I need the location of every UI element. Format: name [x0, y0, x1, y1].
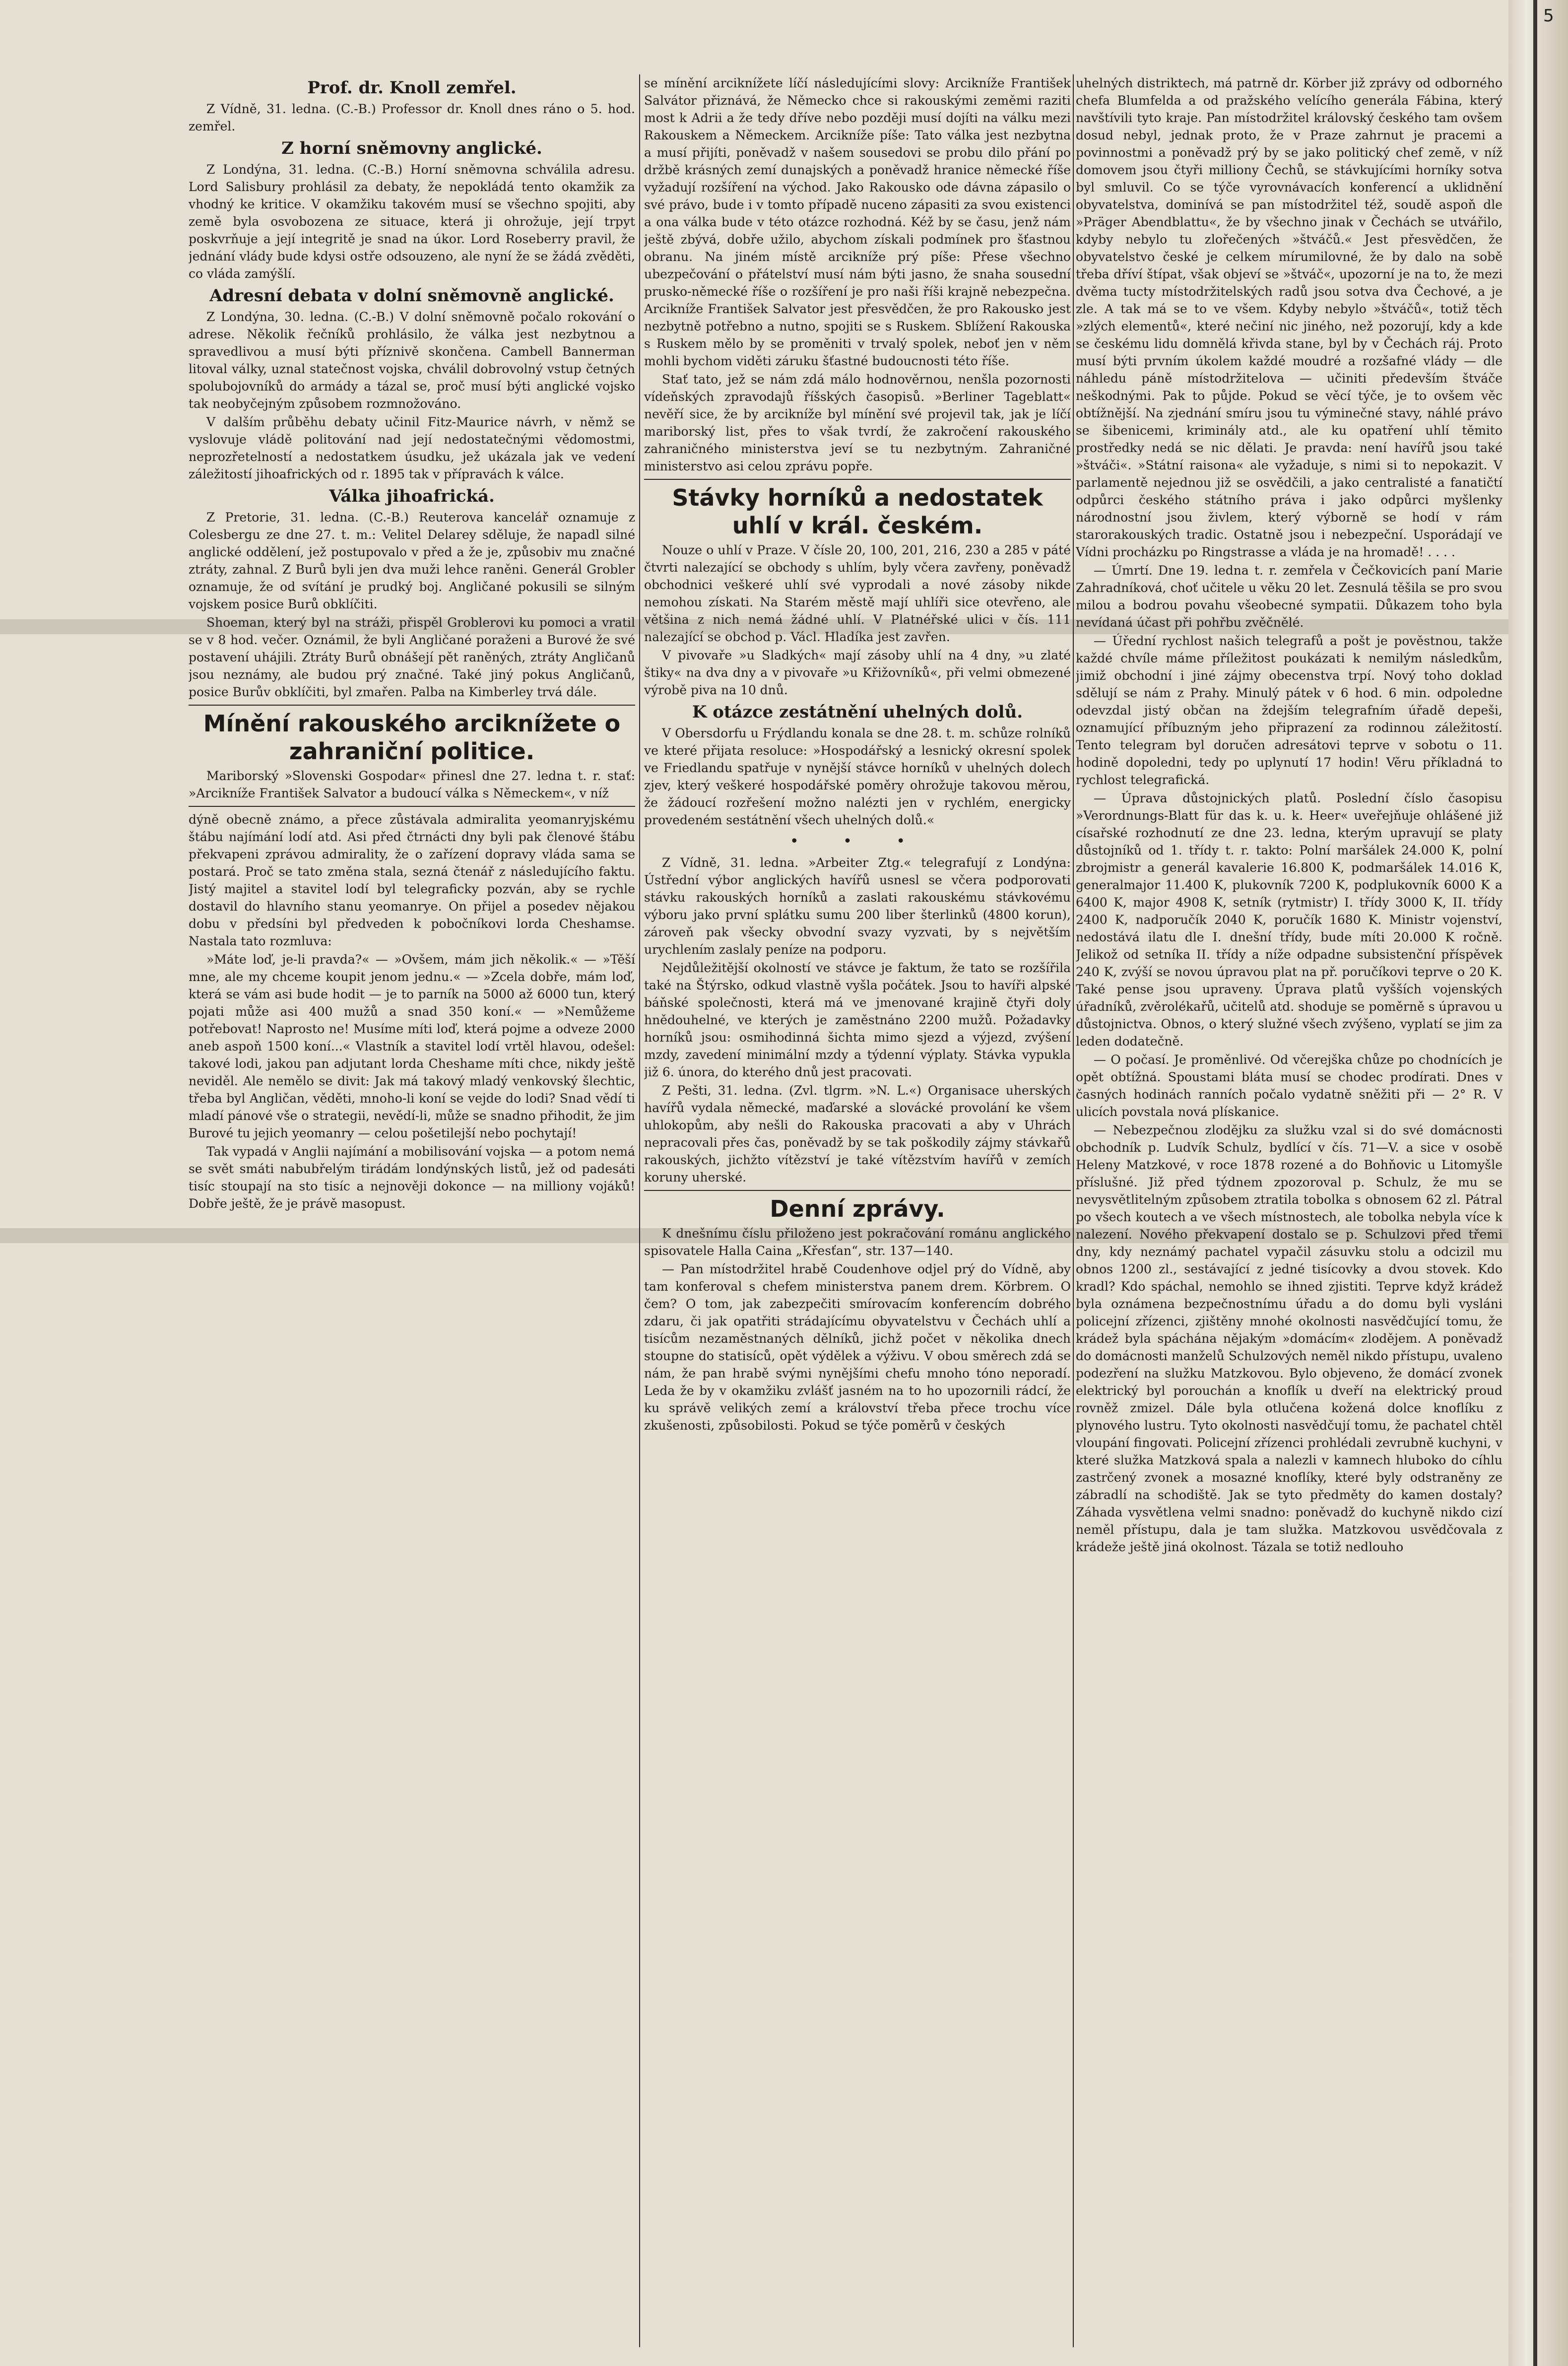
divider	[644, 479, 1071, 480]
page-edge	[1508, 0, 1568, 2366]
article-paragraph: — Úprava důstojnických platů. Poslední číslo časopisu »Verordnungs-Blatt für das k. u. k. Heer« uveřejňuje ohlášené již císařské rozhodnutí ze dne 23. ledna, kterým upravují se platy důstojníků od 1. třídy t. r. takto: Polní maršálek 24.000 K, polní zbrojmistr a generál kavalerie 16.800 K, podmaršálek 14.016 K, generalmajor 11.400 K, plukovník 7200 K, podplukovník 6000 K a 6400 K, major 4908 K, setník (rytmistr) I. třídy 3000 K, II. třídy 2400 K, nadporučík 2040 K, poručík 1680 K. Ministr vojenství, nedostává ilatu dle I. dnešní třídy, bude míti 20.000 K ročně. Jelikož od setníka II. třídy a níže odpadne subsistenční příspěvek 240 K, zvýší se novou úpravou plat na př. poručíkovi teprve o 20 K. Také pense jsou upraveny. Úprava platů vyšších vojenských úřadníků, zvěrolékařů, učitelů atd. shoduje se poměrně s úpravou u důstojnictva. Obnos, o který služné všech zvýšeno, vyplatí se jim za leden dodatečně.	[1076, 791, 1503, 1049]
article-paragraph: Nejdůležitější okolností ve stávce je faktum, že tato se rozšířila také na Štýrsko, odkud vlastně vyšla počátek. Jsou to havíři alpské báňské společnosti, která má ve jmenované krajině čtyři doly hnědouhelné, ve kterých je zaměstnáno 2200 mužů. Požadavky horníků jsou: osmihodinná šichta mimo sjezd a výjezd, zvýšení mzdy, zavedení minimální mzdy a týdenní výplaty. Stávka vypukla již 6. února, do kterého dnů jest pracovati.	[644, 961, 1071, 1079]
article-paragraph: Nouze o uhlí v Praze. V čísle 20, 100, 201, 216, 230 a 285 v páté čtvrti nalezající se obchody s uhlím, byly včera zavřeny, poněvadž obchodnici veškeré uhlí své vyprodali a nové zásoby nikde nemohou získati. Na Starém městě mají uhlíři sice otevřeno, ale většina z nich nemá žádné uhlí. V Platnéřské ulici v čís. 111 nalezající se obchod p. Václ. Hladíka jest zavřen.	[644, 543, 1071, 644]
article-title: Z horní sněmovny anglické.	[281, 138, 542, 158]
article-paragraph: Mariborský »Slovenski Gospodar« přinesl dne 27. ledna t. r. stať: »Arcikníže František Salvator a budoucí válka s Německem«, v níž	[189, 769, 635, 800]
article-paragraph: Shoeman, který byl na stráži, přispěl Groblerovi ku pomoci a vratil se v 8 hod. večer. Oznámil, že byli Angličané poraženi a Burové že své postavení uhájili. Ztráty Burů obnášejí pět raněných, ztráty Angličanů jsou neznámy, ale budou prý značné. Také jiný pokus Angličanů, posice Burův obklíčiti, byl zmařen. Palba na Kimberley trvá dále.	[189, 615, 635, 699]
divider	[644, 1190, 1071, 1191]
article-title: Válka jihoafrická.	[329, 486, 495, 506]
article-paragraph: — Úřední rychlost našich telegrafů a pošt je pověstnou, takže každé chvíle máme příležitost poukázati k nemilým následkům, jimiž obchodní i jiné zájmy obecenstva trpí. Nový toho doklad sdělují se nám z Prahy. Minulý pátek v 6 hod. 6 min. odpoledne odevzdal jistý občan na ždejším telegrafním úřadě depeši, oznamující příbuzným jeho připrazení za rodinnou záležitostí. Tento telegram byl doručen adresátovi teprve v sobotu o 11. hodině dopoledni, tedy po uplynutí 17 hodin! Věru příkladná to rychlost telegrafická.	[1076, 634, 1503, 787]
article-paragraph: uhelných distriktech, má patrně dr. Körber již zprávy od odborného chefa Blumfelda a od pražského velícího generála Fábina, který navštívili tyto kraje. Pan místodržitel královský českého tam ovšem dosud nebyl, jednak proto, že v Praze zahrnut je pracemi a povinnostmi a poněvadž prý by se jako politický chef země, v níž domovem jsou čtyři milliony Čechů, se stávkujícími horníky sotva byl smluvil. Co se týče vyrovnávacích konferencí a uklidnění obyvatelstva, dominívá se pan místodržitel též, soudě aspoň dle »Präger Abendblattu«, že by všechno jinak v Čechách se utvářilo, kdyby nebylo tu zlořečených »štváčů.« Jest přesvědčen, že obyvatelstvo české je celkem mírumilovné, že by dalo na sobě třeba dříví štípat, však objeví se »štváč«, upozorní je na to, že mezi dvěma tucty místodržitelských radů jsou sotva dva Čechové, a je zle. A tak má se to ve všem. Kdyby nebylo »štváčů«, totiž těch »zlých elementů«, které nečiní nic jiného, než pozorují, kdy a kde se českému lidu domnělá křivda stane, byl by v Čechách ráj. Proto musí býti prvním úkolem každé moudré a rozšafné vlády — dle náhledu páně místodržitelova — učiniti především štváče neškodnými. Pak to půjde. Pokud se věcí týče, je to ovšem věc obtížnější. Na zjednání smíru jsou tu výminečné stavy, náhlé právo se šibenicemi, kriminály atd., ale ku opatření uhlí těmito prostředky nedá se nic dělati. Je pravda: není havířů jsou také »štváči«. »Státní raisona« ale vyžaduje, s nimi si to nepokazit. V parlamentě nejednou již se osvědčili, a jako centralisté a fanatičtí odpůrci českého státního práva i jako odpůrci myšlenky národnostní jsou živlem, který výborně se hodí v rám starorakouských tradic. Ostatně jsou i nebezpeční. Usporádají ve Vídni procházku po Ringstrasse a vláda je na hromadě! . . . .	[1076, 76, 1503, 559]
article-title: Adresní debata v dolní sněmovně anglické.	[209, 286, 614, 306]
article-paragraph: — Nebezpečnou zlodějku za služku vzal si do své domácnosti obchodník p. Ludvík Schulz, bydlící v čís. 71—V. a sice v osobě Heleny Matzkové, v roce 1878 rozené a do Bohňovic u Litomyšle příslušné. Již před týdnem zpozoroval p. Schulz, že mu se nevysvětlitelným způsobem ztratila tobolka s obnosem 62 zl. Pátral po všech koutech a ve všech místnostech, ale tobolka nebyla více k nalezení. Nového překvapení dostalo se p. Schulzovi před třemi dny, kdy neznámý pachatel vypačil zásuvku stolu a odcizil mu obnos 1200 zl., sestávající z jedné tisícovky a dvou stovek. Kdo kradl? Kdo spáchal, nemohlo se ihned zjistiti. Teprve když krádež byla oznámena bezpečnostnímu úřadu a do domu byli vysláni policejní zřízenci, zjištěny mnohé okolnosti nasvědčující tomu, že krádež byla spáchána nějakým »domácím« zlodějem. A poněvadž do domácnosti manželů Schulzových neměl nikdo přístupu, uvaleno podezření na služku Matzkovou. Bylo objeveno, že domácí zvonek elektrický byl porouchán a knoflík u dveří na elektrický proud rovněž zmizel. Dále byla otlučena kožená dolce knoflíku z plynového lustru. Tyto okolnosti nasvědčují tomu, že pachatel chtěl vloupání fingovati. Policejní zřízenci prohlédali zevrubně kuchyni, v které služka Matzková spala a nalezli v kamnech hluboko do cíhlu zastrčený zvonek a mosazné knoflíky, které byly odstraněny ze zábradlí na schodiště. Jak se tyto předměty do kamen dostaly? Záhada vysvětlena velmi snadno: poněvadž do kuchyně nikdo cizí neměl přístupu, dala je tam služka. Matzkovou usvědčovala z krádeže ještě jiná okolnost. Tázala se totiž nedlouho	[1076, 1123, 1503, 1554]
divider	[189, 705, 635, 706]
article-title: Stávky horníků a nedostatek uhlí v král. českém.	[672, 484, 1043, 539]
article-paragraph: V dalším průběhu debaty učinil Fitz-Maurice návrh, v němž se vyslovuje vládě politování nad její nedostatečnými vědomostmi, neprozřetelností a nedostatkem úsudku, jež ukázala jak ve vedení záležitostí jihoafrických od r. 1895 tak v přípravách k válce.	[189, 415, 635, 481]
column-rule	[1073, 74, 1074, 2347]
article-paragraph: K dnešnímu číslu přiloženo jest pokračování románu anglického spisovatele Halla Caina „Křesťan“, str. 137—140.	[644, 1226, 1071, 1258]
binding-strip	[1533, 0, 1537, 2366]
article-paragraph: Z Vídně, 31. ledna. (C.-B.) Professor dr. Knoll dnes ráno o 5. hod. zemřel.	[189, 102, 635, 133]
article-paragraph: — Úmrtí. Dne 19. ledna t. r. zemřela v Čečkovicích paní Marie Zahradníková, choť učitele u věku 20 let. Zesnulá těšila se pro svou milou a bodrou povahu všeobecné sympatii. Důkazem toho byla nevídaná účast při pohřbu zvěčnělé.	[1076, 563, 1503, 630]
article-paragraph: dýně obecně známo, a přece zůstávala admiralita yeomanryjskému štábu najímání lodí atd. Asi před čtrnácti dny byli pak členové štábu překvapeni zprávou admirality, že o zařízení dopravy vláda sama se postará. Proč se tato změna stala, sezná čtenář z následujícího faktu. Jistý majitel a stavitel lodí byl telegraficky pozván, aby se rychle dostavil do hlavního stanu yeomanrye. On přijel a posedev nějakou dobu v předsíni byl předveden k pobočníkovi lorda Cheshamse. Nastala tato rozmluva:	[189, 812, 635, 948]
article-title: Mínění rakouského arciknížete o zahraniční politice.	[203, 710, 621, 765]
article-paragraph: Z Pešti, 31. ledna. (Zvl. tlgrm. »N. L.«) Organisace uherských havířů vydala německé, maďarské a slovácké provolání ke všem uhlokopům, aby nešli do Rakouska pracovati a aby v Uhrách nepracovali přes čas, poněvadž by se tak poškodily zájmy stávkařů rakouských, jichžto vítězství je také vítězstvím havířů v zemích koruny uherské.	[644, 1083, 1071, 1184]
article-subtitle: K otázce zestátnění uhelných dolů.	[692, 702, 1023, 722]
article-paragraph: »Máte loď, je-li pravda?« — »Ovšem, mám jich několik.« — »Těší mne, ale my chceme koupit jenom jednu.« — »Zcela dobře, mám loď, která se vám asi bude hodit — je to parník na 5000 až 6000 tun, který pojati může asi 400 mužů a snad 350 koní.« — »Nemůžeme potřebovat! Naprosto ne! Musíme míti loď, která pojme a odveze 2000 aneb aspoň 1500 koní...« Vlastník a stavitel lodí vrtěl hlavou, odešel: takové lodi, jakou pan adjutant lorda Cheshame míti chce, nikdy ještě neviděl. Ale nemělo se divit: Jak má takový mladý venkovský šlechtic, třeba byl Angličan, věděti, mnoho-li koní se vejde do lodi? Snad vědí ti mladí pánové vše o strategii, nevědí-li, může se snadno přihodit, že jim Burové tu jejich yeomanry — celou pošetilejší nebo pochytají!	[189, 952, 635, 1140]
article-paragraph: Z Pretorie, 31. ledna. (C.-B.) Reuterova kancelář oznamuje z Colesbergu ze dne 27. t. m.: Velitel Delarey sděluje, že napadl silné anglické oddělení, jež postupovalo v před a že je, způsobiv mu značné ztráty, zahnal. Z Burů byli jen dva muži lehce raněni. Generál Grobler oznamuje, že od svítání je prudký boj. Angličané pokusili se silným vojskem posice Burů obklíčiti.	[189, 510, 635, 611]
column-rule	[639, 74, 640, 2347]
divider	[189, 806, 635, 807]
article-paragraph: — O počasí. Je proměnlivé. Od včerejška chůze po chodnících je opět obtížná. Spoustami bláta musí se chodec prodírati. Dnes v časných hodinách ranních počalo vydatně sněžiti při — 2° R. V ulicích povstala nová plískanice.	[1076, 1052, 1503, 1119]
article-paragraph: Tak vypadá v Anglii najímání a mobilisování vojska — a potom nemá se svět smáti nabubřelým tirádám londýnských listů, jež od padesáti tisíc stoupají na sto tisíc a nejnověji dokonce — na milliony vojáků! Dobře ještě, že je právě masopust.	[189, 1144, 635, 1211]
article-paragraph: Stať tato, jež se nám zdá málo hodnověrnou, nenšla pozornosti vídeňských zpravodajů říšských časopisů. »Berliner Tageblatt« nevěří sice, že by arcikníže byl mínění své projevil tak, jak je líčí mariborský list, přes to však tvrdí, že zakročení rakouského zahraničného ministerstva jeví se tu nezbytným. Zahraničné ministerstvo asi celou zprávu popře.	[644, 372, 1071, 473]
article-paragraph: V Obersdorfu u Frýdlandu konala se dne 28. t. m. schůze rolníků ve které přijata resoluce: »Hospodářský a lesnický okresní spolek ve Friedlandu spatřuje v nynější stávce horníků v uhelných dolech zjev, který veškeré hospodářské poměry ohrožuje takovou měrou, že žádoucí rozřešení možno nalézti jen v rychlém, energicky provedeném sestátnění všech uhelných dolů.«	[644, 726, 1071, 827]
article-paragraph: V pivovaře »u Sladkých« mají zásoby uhlí na 4 dny, »u zlaté štiky« na dva dny a v pivovaře »u Křižovníků«, při velmi obmezené výrobě piva na 10 dnů.	[644, 648, 1071, 697]
column-3	[1076, 74, 1503, 2347]
article-title: Prof. dr. Knoll zemřel.	[307, 78, 517, 98]
article-paragraph: Z Londýna, 31. ledna. (C.-B.) Horní sněmovna schválila adresu. Lord Salisbury prohlásil za debaty, že nepokládá tento okamžik za vhodný ke kritice. V okamžiku takovém musí se všechno spojiti, aby země byla osvobozena ze situace, která ji ohrožuje, její trpyt poskvrňuje a její integritě je snad na úkor. Lord Roseberry pravil, že jednání vlády bude kdysi ostře odsouzeno, ale nyní že se žádá zvěděti, co vláda zamýšlí.	[189, 162, 635, 281]
column-1	[189, 74, 635, 2347]
article-paragraph: Z Vídně, 31. ledna. »Arbeiter Ztg.« telegrafují z Londýna: Ústřední výbor anglických havířů usnesl se včera podporovati stávku rakouských horníků a zaslati rakouskému stávkovému výboru jako první splátku sumu 200 liber šterlinků (4800 korun), zároveň pak všecky obvodní svazy vyzvati, by s největším urychlením zaslaly peníze na podporu.	[644, 855, 1071, 957]
page-number: 5	[1543, 6, 1554, 26]
column-2	[644, 74, 1071, 2347]
article-paragraph: Z Londýna, 30. ledna. (C.-B.) V dolní sněmovně počalo rokování o adrese. Několik řečníků prohlásilo, že válka jest nezbytnou a spravedlivou a musí býti příznivě skončena. Cambell Bannerman litoval války, uznal statečnost vojska, chválil dobrovolný vstup četných spolubojovníků do armády a tázal se, proč musí býti anglické vojsko tak neobyčejným způsobem rozmnožováno.	[189, 310, 635, 411]
section-title: Denní zprávy.	[770, 1195, 945, 1222]
article-paragraph: se mínění arciknížete líčí následujícími slovy: Arcikníže František Salvátor přiznává, že Německo chce si rakouskými zeměmi raziti most k Adrii a že tedy dříve nebo později musí dojíti na válku mezi Rakouskem a Německem. Arcikníže píše: Tato válka jest nezbytna a musí přijíti, poněvadž v našem sousedovi se probu dilo přání po držbě krásných zemí dunajských a poněvadž hranice německé říše vyžadují rozšíření na východ. Jako Rakousko ode dávna zápasilo o své právo, bude i v tomto případě nuceno zápasiti za svou existenci a ona válka bude v této otázce rozhodná. Kéž by se času, jenž nám ještě zbývá, dobře užilo, abychom získali podmínek pro šťastnou obranu. Na jiném místě arcikníže prý píše: Přese všechno ubezpečování o přátelství musí nám býti jasno, že snaha sousední prusko-německé říše o rozšíření je pro naši říši krajně nebezpečna. Arcikníže František Salvator jest přesvědčen, že pro Rakousko jest nezbytně potřebno a nutno, spojiti se s Ruskem. Sblížení Rakouska s Ruskem mělo by se proměniti v trvalý spolek, neboť jen v něm mohli bychom viděti záruku šťastné budoucnosti této říše.	[644, 76, 1071, 368]
article-paragraph: — Pan místodržitel hrabě Coudenhove odjel prý do Vídně, aby tam konferoval s chefem ministerstva panem drem. Körbrem. O čem? O tom, jak zabezpečiti smírovacím konferencím dobrého zdaru, či jak opatřiti strádajícímu obyvatelstvu v Čechách uhlí a tisícům nezaměstnaných dělníků, jichž počet v několika dnech stoupne do statisíců, opět výdělek a výživu. V obou směrech zdá se nám, že pan hrabě svými nynějšími chefu mnoho tóno neporadí. Leda že by v okamžiku zvlášť jasném na to ho upozornili rádcí, že ku správě velikých zemí a království třeba přece trochu více zkušenosti, způsobilosti. Pokud se týče poměrů v českých	[644, 1262, 1071, 1433]
section-separator: • • •	[789, 833, 925, 850]
